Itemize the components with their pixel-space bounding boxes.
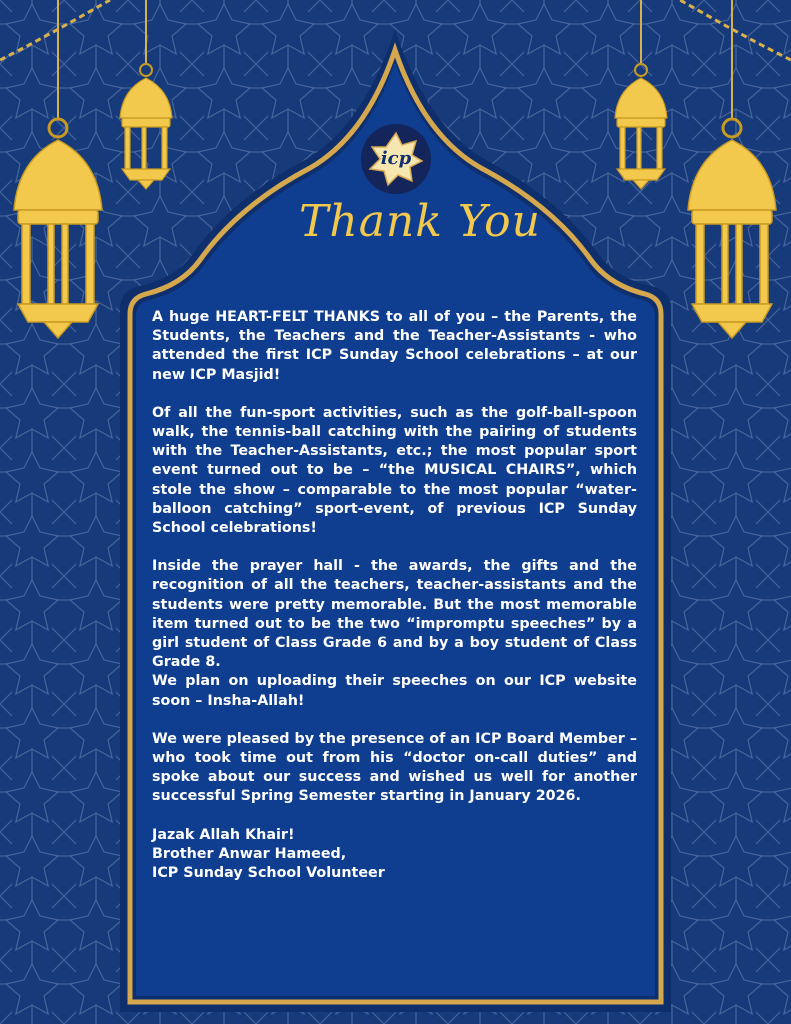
paragraph: Inside the prayer hall - the awards, the gifts and the recognition of all the teachers, teacher-assistants and the students were pretty memorable. But the most memorable item turned out to be the two “impromptu speeches” by a girl student of Class Grade 6 and by a boy student of Class Grade 8. — [152, 558, 637, 671]
signature-name: Brother Anwar Hameed, — [152, 845, 347, 862]
paragraph: We plan on uploading their speeches on our ICP website soon – Insha-Allah! — [152, 673, 637, 709]
icp-logo — [361, 124, 431, 194]
paragraph: We were pleased by the presence of an ICP Board Member – who took time out from his “doctor on-call duties” and spoke about our success and wished us well for another successful Spring Semester starting in January 2026. — [152, 730, 637, 805]
paragraph: Of all the fun-sport activities, such as the golf-ball-spoon walk, the tennis-ball catching with the pairing of students with the Teacher-Assistants, etc.; the most popular sport event turned out to be – “the MUSICAL CHAIRS”, which stole the show – comparable to the most popular “water-balloon catching” sport-event, of previous ICP Sunday School celebrations! — [152, 404, 637, 537]
page-title: Thank You — [299, 196, 541, 247]
signature-block — [152, 826, 637, 884]
letter-body — [152, 308, 637, 883]
signature-role: ICP Sunday School Volunteer — [152, 865, 385, 882]
paragraph: A huge HEART-FELT THANKS to all of you – the Parents, the Students, the Teachers and the Teacher-Assistants - who attended the first ICP Sunday School celebrations – at our new ICP Masjid! — [152, 309, 637, 383]
logo-text: icp — [380, 148, 412, 169]
signature-greeting: Jazak Allah Khair! — [152, 826, 295, 843]
